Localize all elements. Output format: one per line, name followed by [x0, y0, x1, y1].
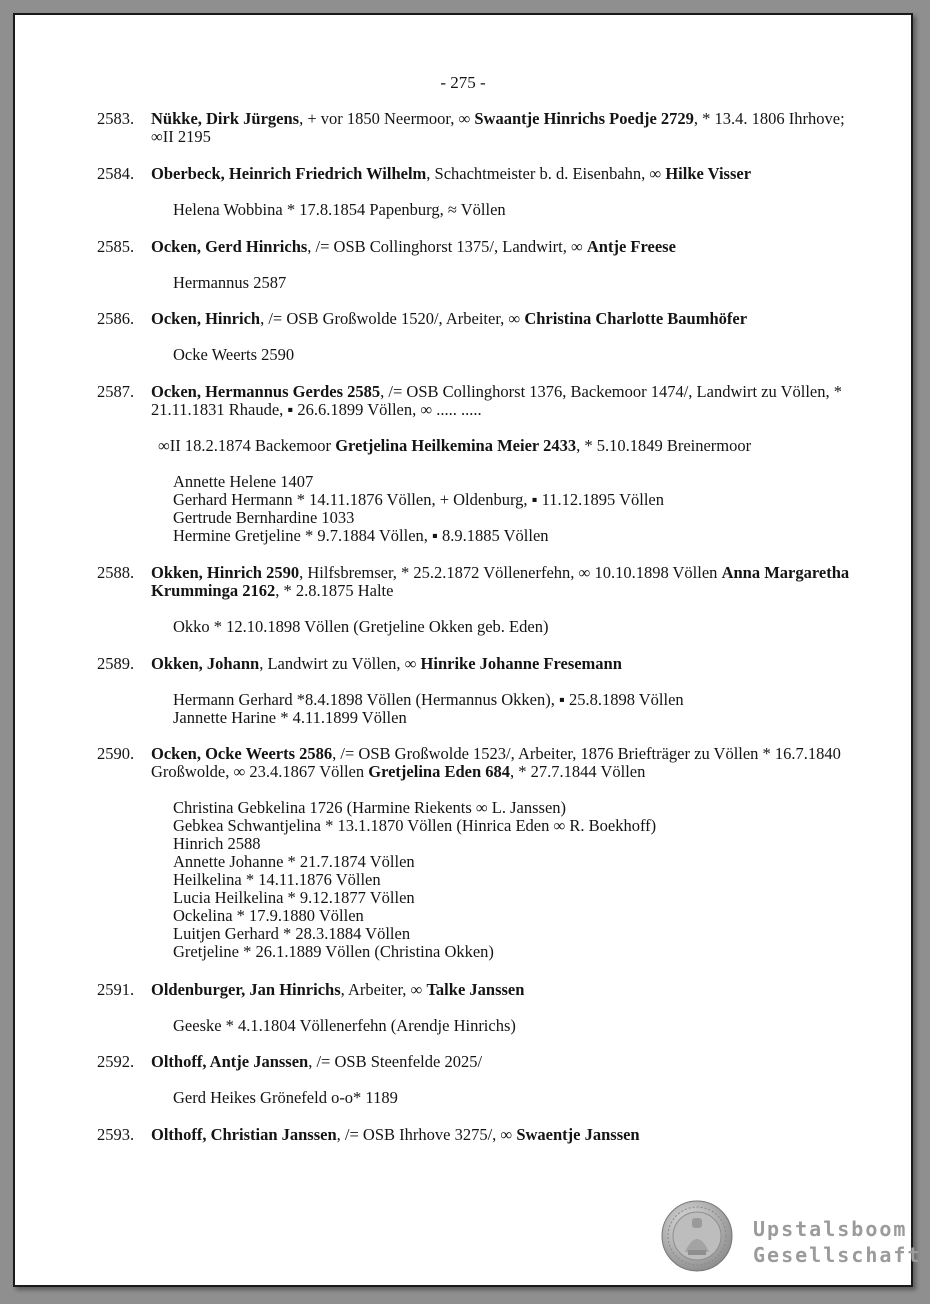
person-name: Ocken, Ocke Weerts 2586 [151, 744, 333, 763]
person-name: Oberbeck, Heinrich Friedrich Wilhelm [151, 164, 427, 183]
child-line: Geeske * 4.1.1804 Völlenerfehn (Arendje Hinrichs) [173, 1016, 516, 1035]
person-name: Ocken, Gerd Hinrichs [151, 237, 308, 256]
entry-heading: Oberbeck, Heinrich Friedrich Wilhelm, Schachtmeister b. d. Eisenbahn, ∞ Hilke Visser [151, 164, 752, 183]
child-line: Annette Johanne * 21.7.1874 Völlen [173, 852, 415, 871]
document-page [13, 13, 922, 1287]
entry-number: 2587. [97, 382, 135, 401]
child-line: Lucia Heilkelina * 9.12.1877 Völlen [173, 888, 415, 907]
entry-number: 2583. [97, 109, 135, 128]
child-line: Christina Gebkelina 1726 (Harmine Riekents ∞ L. Janssen) [173, 798, 567, 817]
entry-heading: Ocken, Ocke Weerts 2586, /= OSB Großwolde 1523/, Arbeiter, 1876 Briefträger zu Völlen * 16.7.1840 Großwolde, ∞ 23.4.1867 Völlen Gretjelina Eden 684, * 27.7.1844 Völlen [151, 744, 841, 781]
child-line: Ocke Weerts 2590 [173, 345, 295, 364]
child-line: Heilkelina * 14.11.1876 Völlen [173, 870, 381, 889]
child-line: Gerd Heikes Grönefeld o-o* 1189 [173, 1088, 398, 1107]
child-line: Ockelina * 17.9.1880 Völlen [173, 906, 364, 925]
child-line: Gretjeline * 26.1.1889 Völlen (Christina Okken) [173, 942, 494, 961]
upstalsboom-seal-icon [661, 1200, 733, 1272]
spouse-name: Hilke Visser [665, 164, 752, 183]
child-line: Annette Helene 1407 [173, 472, 314, 491]
entry-number: 2593. [97, 1125, 135, 1144]
spouse-name: Talke Janssen [426, 980, 525, 999]
child-line: Hermine Gretjeline * 9.7.1884 Völlen, ▪ 8.9.1885 Völlen [173, 526, 549, 545]
spouse-name: Swaantje Hinrichs Poedje 2729 [474, 109, 694, 128]
spouse-name: Gretjelina Heilkemina Meier 2433 [335, 436, 577, 455]
entry-number: 2588. [97, 563, 135, 582]
entry-heading: Ocken, Hermannus Gerdes 2585, /= OSB Collinghorst 1376, Backemoor 1474/, Landwirt zu Völlen, * 21.11.1831 Rhaude, ▪ 26.6.1899 Völlen, ∞ ..... ..... [151, 382, 842, 419]
entry-heading: Okken, Johann, Landwirt zu Völlen, ∞ Hinrike Johanne Fresemann [151, 654, 622, 673]
entry-number: 2585. [97, 237, 135, 256]
child-line: Hermann Gerhard *8.4.1898 Völlen (Hermannus Okken), ▪ 25.8.1898 Völlen [173, 690, 684, 709]
child-line: Gerhard Hermann * 14.11.1876 Völlen, + Oldenburg, ▪ 11.12.1895 Völlen [173, 490, 664, 509]
spouse-name: Swaentje Janssen [516, 1125, 640, 1144]
brand-line-2: Gesellschaft [753, 1243, 922, 1267]
person-name: Oldenburger, Jan Hinrichs [151, 980, 341, 999]
entry-number: 2590. [97, 744, 135, 763]
spouse-name: Gretjelina Eden 684 [368, 762, 511, 781]
entry-heading: Olthoff, Christian Janssen, /= OSB Ihrhove 3275/, ∞ Swaentje Janssen [151, 1125, 640, 1144]
child-line: Gebkea Schwantjelina * 13.1.1870 Völlen (Hinrica Eden ∞ R. Boekhoff) [173, 816, 657, 835]
entry-heading: Ocken, Gerd Hinrichs, /= OSB Collinghorst 1375/, Landwirt, ∞ Antje Freese [151, 237, 676, 256]
child-line: Okko * 12.10.1898 Völlen (Gretjeline Okken geb. Eden) [173, 617, 549, 636]
person-name: Nükke, Dirk Jürgens [151, 109, 300, 128]
person-name: Okken, Hinrich 2590 [151, 563, 300, 582]
spouse-name: Anna Margaretha Krumminga 2162 [151, 563, 850, 600]
spouse-name: Christina Charlotte Baumhöfer [524, 309, 748, 328]
child-line: Jannette Harine * 4.11.1899 Völlen [173, 708, 407, 727]
child-line: Helena Wobbina * 17.8.1854 Papenburg, ≈ Völlen [173, 200, 506, 219]
entry-number: 2591. [97, 980, 135, 999]
person-name: Okken, Johann [151, 654, 260, 673]
spouse-name: Antje Freese [586, 237, 676, 256]
entry-heading: Okken, Hinrich 2590, Hilfsbremser, * 25.2.1872 Völlenerfehn, ∞ 10.10.1898 Völlen Anna Margaretha Krumminga 2162, * 2.8.1875 Halte [151, 563, 850, 600]
entry-heading: Oldenburger, Jan Hinrichs, Arbeiter, ∞ Talke Janssen [151, 980, 525, 999]
entry-heading: Ocken, Hinrich, /= OSB Großwolde 1520/, Arbeiter, ∞ Christina Charlotte Baumhöfer [151, 309, 748, 328]
person-name: Ocken, Hermannus Gerdes 2585 [151, 382, 381, 401]
entry-number: 2584. [97, 164, 135, 183]
child-line: Gertrude Bernhardine 1033 [173, 508, 355, 527]
entry-heading: Olthoff, Antje Janssen, /= OSB Steenfelde 2025/ [151, 1052, 483, 1071]
child-line: Hermannus 2587 [173, 273, 287, 292]
child-line: Luitjen Gerhard * 28.3.1884 Völlen [173, 924, 411, 943]
person-name: Olthoff, Christian Janssen [151, 1125, 337, 1144]
entry-number: 2589. [97, 654, 135, 673]
page-number: - 275 - [440, 73, 486, 92]
child-line: Hinrich 2588 [173, 834, 261, 853]
person-name: Olthoff, Antje Janssen [151, 1052, 309, 1071]
spouse-name: Hinrike Johanne Fresemann [420, 654, 622, 673]
person-name: Ocken, Hinrich [151, 309, 261, 328]
entry-number: 2586. [97, 309, 135, 328]
brand-line-1: Upstalsboom [753, 1217, 908, 1241]
second-marriage-line: ∞II 18.2.1874 Backemoor Gretjelina Heilkemina Meier 2433, * 5.10.1849 Breinermoor [158, 436, 752, 455]
entry-number: 2592. [97, 1052, 135, 1071]
entry-heading: Nükke, Dirk Jürgens, + vor 1850 Neermoor, ∞ Swaantje Hinrichs Poedje 2729, * 13.4. 1806 Ihrhove; ∞II 2195 [151, 109, 845, 146]
